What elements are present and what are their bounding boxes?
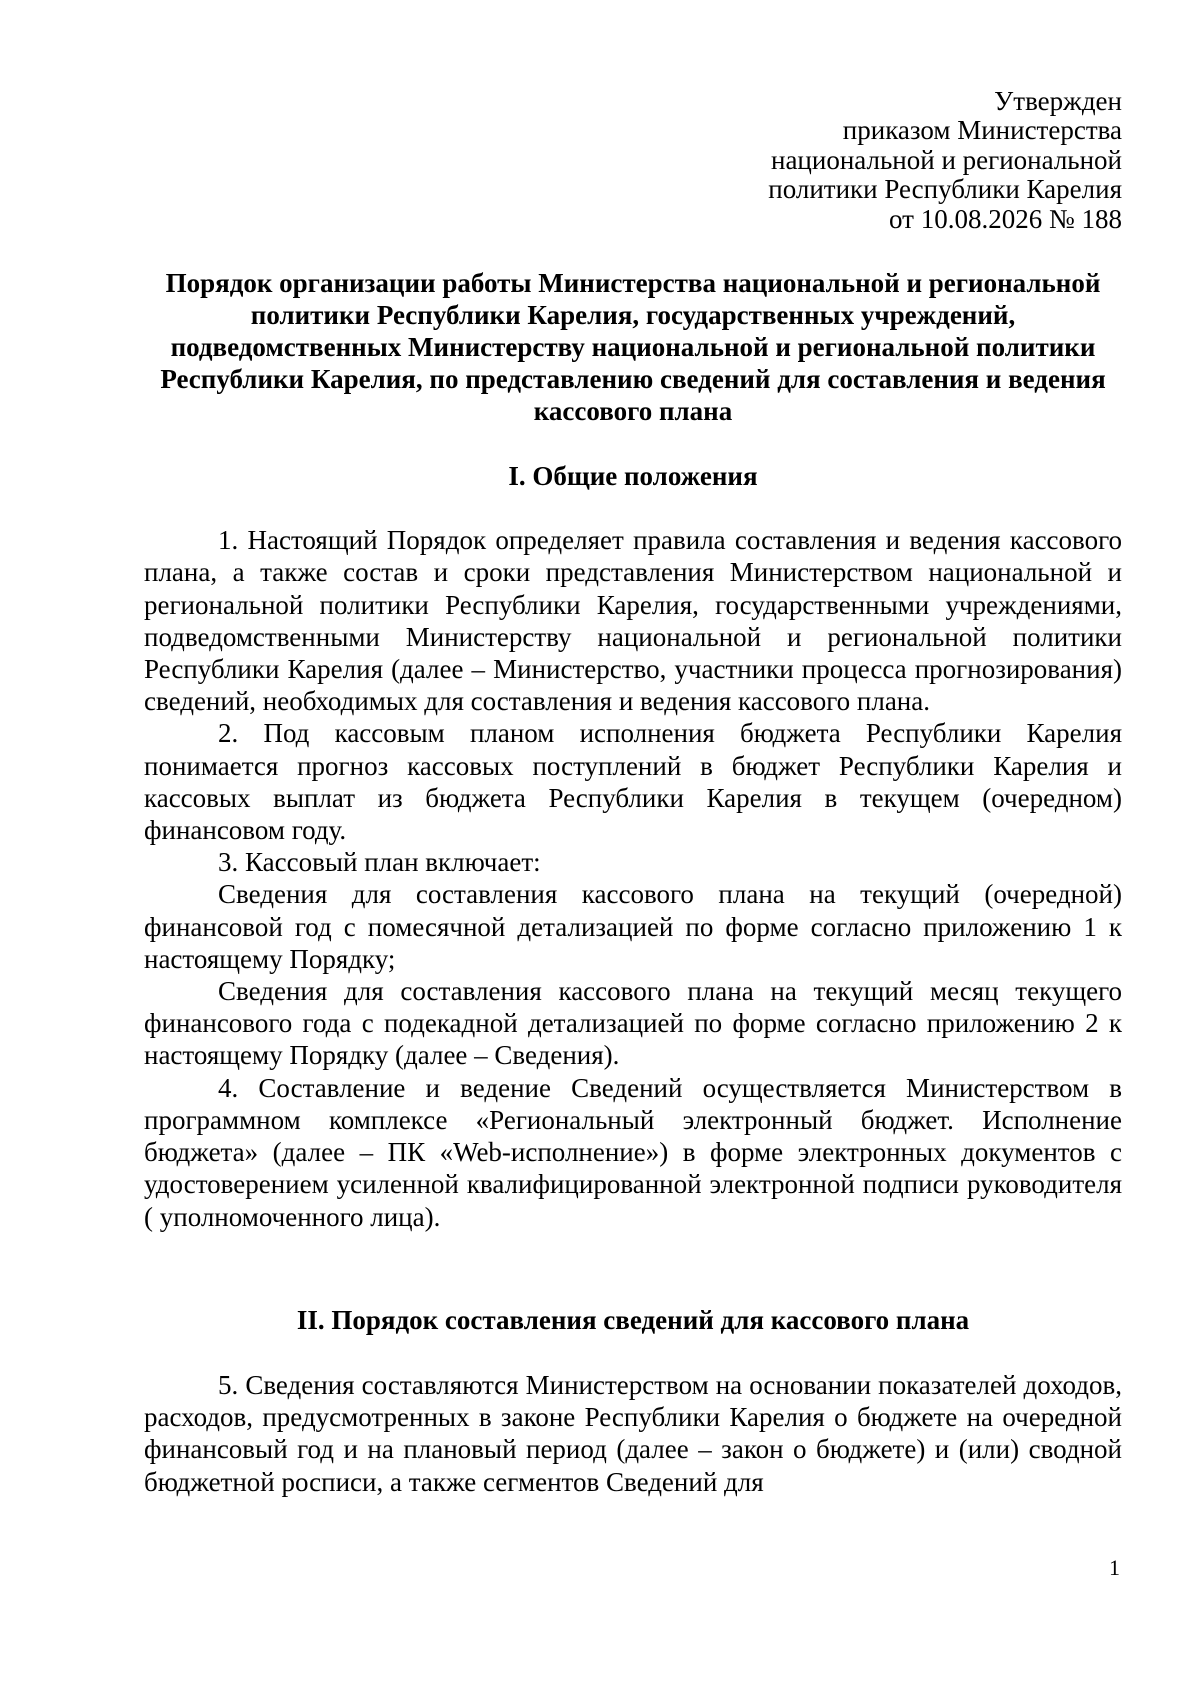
- section-body-procedure: [144, 1369, 1122, 1498]
- approval-stamp: [144, 87, 1122, 234]
- paragraph: 2. Под кассовым планом исполнения бюджета Республики Карелия понимается прогноз кассовых поступлений в бюджет Республики Карелия и кассовых выплат из бюджета Республики Карелия в текущем (очередном) финансовом году.: [144, 718, 1122, 846]
- paragraph: Сведения для составления кассового плана на текущий (очередной) финансовой год с помесячной детализацией по форме согласно приложению 1 к настоящему Порядку;: [144, 879, 1122, 974]
- approval-line: от 10.08.2026 № 188: [889, 203, 1122, 234]
- paragraph: 3. Кассовый план включает:: [218, 847, 541, 878]
- paragraph: Сведения для составления кассового плана на текущий месяц текущего финансового года с подекадной детализацией по форме согласно приложению 2 к настоящему Порядку (далее – Сведения).: [144, 976, 1122, 1071]
- document-page: [144, 87, 1122, 1498]
- paragraph: 5. Сведения составляются Министерством на основании показателей доходов, расходов, предусмотренных в законе Республики Карелия о бюджете на очередной финансовый год и на плановый период (далее – закон о бюджете) и (или) сводной бюджетной росписи, а также сегментов Сведений для: [144, 1369, 1122, 1497]
- section-heading-general: I. Общие положения: [508, 461, 758, 492]
- approval-line: национальной и региональной: [771, 144, 1122, 175]
- approval-line: Утвержден: [994, 86, 1122, 116]
- document-title: Порядок организации работы Министерства национальной и региональной политики Республики Карелия, государственных учреждений, подведомственных Министерству национальной и региональной политики Республики Карелия, по представлению сведений для составления и ведения кассового плана: [160, 268, 1106, 427]
- page-number: 1: [1109, 1555, 1120, 1580]
- approval-line: политики Республики Карелия: [768, 174, 1122, 205]
- section-heading-procedure: II. Порядок составления сведений для кассового плана: [296, 1304, 970, 1335]
- section-body-general: [144, 524, 1122, 1232]
- paragraph: 1. Настоящий Порядок определяет правила составления и ведения кассового плана, а также состав и сроки представления Министерством национальной и региональной политики Республики Карелия, государственными учреждениями, подведомственными Министерству национальной и региональной политики Республики Карелия (далее – Министерство, участники процесса прогнозирования) сведений, необходимых для составления и ведения кассового плана.: [144, 525, 1122, 717]
- paragraph: 4. Составление и ведение Сведений осуществляется Министерством в программном комплексе «Региональный электронный бюджет. Исполнение бюджета» (далее – ПК «Web-исполнение») в форме электронных документов с удостоверением усиленной квалифицированной электронной подписи руководителя ( уполномоченного лица).: [144, 1072, 1122, 1232]
- approval-line: приказом Министерства: [842, 115, 1122, 146]
